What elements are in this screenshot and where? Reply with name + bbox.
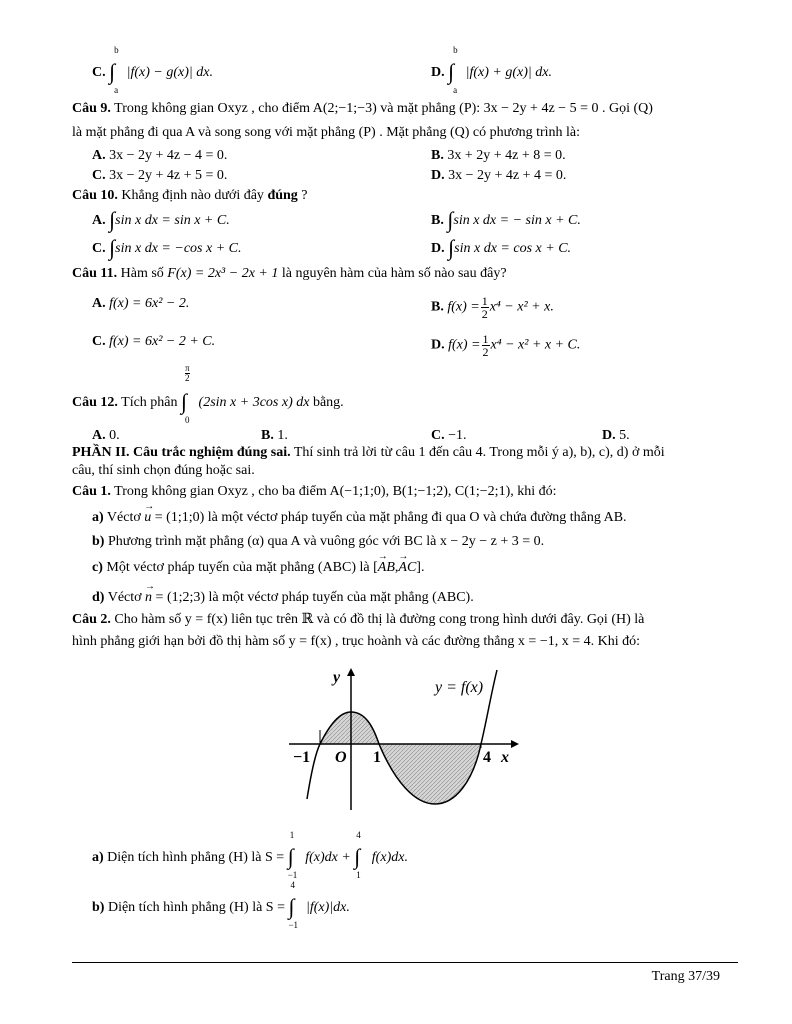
q10-option-d: D. ∫sin x dx = cos x + C. xyxy=(431,235,572,260)
question-label: Câu 12. xyxy=(72,395,118,410)
integral-sign: ∫ 4 −1 xyxy=(288,880,299,930)
option-text: 3x − 2y + 4z − 4 = 0. xyxy=(109,148,228,163)
question-text: là nguyên hàm của hàm số nào sau đây? xyxy=(281,266,507,281)
q11-option-b: B. f(x) = $\frac{1}{2}$ x⁴ − x² + x. xyxy=(431,294,554,321)
option-text: |f(x) − g(x)| dx. xyxy=(126,65,213,80)
p2q2-item-a xyxy=(92,830,408,880)
integral-sign: ∫ xyxy=(447,207,454,232)
vector-symbol: → AC xyxy=(398,559,416,577)
option-text: x⁴ − x² + x + C. xyxy=(490,337,581,353)
q11-option-c: C. f(x) = 6x² − 2 + C. xyxy=(92,334,216,349)
q9-option-d: D. 3x − 2y + 4z + 4 = 0. xyxy=(431,168,567,183)
tick-label-4: 4 xyxy=(483,749,491,766)
p2q1-item-d xyxy=(92,589,474,607)
x-axis-label: x xyxy=(501,749,509,766)
item-text: , xyxy=(394,560,399,575)
option-text: 1. xyxy=(277,428,288,443)
option-text: 3x − 2y + 4z + 4 = 0. xyxy=(448,168,567,183)
integral-upper: b xyxy=(453,45,458,55)
q12-option-a: A. 0. xyxy=(92,428,120,443)
integral-sign: ∫ xyxy=(109,207,116,232)
vector-symbol: → u xyxy=(144,509,151,527)
question-text: Cho hàm số y = f(x) liên tục trên ℝ và có đồ thị là đường cong trong hình dưới đây. Gọi (H) là xyxy=(114,612,645,627)
item-text: Véctơ xyxy=(107,590,142,605)
fraction-numerator: 1 xyxy=(481,294,488,308)
integral-sign: ∫ b a xyxy=(109,45,119,95)
item-label: d) xyxy=(92,590,105,605)
part2-header xyxy=(72,444,665,462)
integral-lower: −1 xyxy=(288,920,299,930)
question-label: Câu 10. xyxy=(72,188,118,203)
option-text: sin x dx = − sin x + C. xyxy=(453,213,581,228)
footer-rule xyxy=(72,962,738,963)
p2q2-text-line1 xyxy=(72,611,644,629)
integral-lower: 0 xyxy=(185,415,190,425)
q10-option-a: A. ∫sin x dx = sin x + C. xyxy=(92,207,230,232)
q11-text xyxy=(72,265,507,283)
q11-option-d: D. f(x) = $\frac{1}{2}$ x⁴ − x² + x + C. xyxy=(431,332,581,359)
question-label: Câu 9. xyxy=(72,101,111,116)
question-emphasis: đúng xyxy=(267,188,298,203)
integral-lower: a xyxy=(114,85,119,95)
option-text: f(x) = 6x² − 2 + C. xyxy=(109,334,216,349)
integral-sign: ∫ 1 −1 xyxy=(287,830,298,880)
q11-option-a: A. f(x) = 6x² − 2. xyxy=(92,296,190,311)
q10-option-c: C. ∫sin x dx = −cos x + C. xyxy=(92,235,242,260)
fraction-denominator: 2 xyxy=(481,307,488,321)
integral-sign: ∫ xyxy=(109,235,116,260)
question-text: Trong không gian Oxyz , cho điểm A(2;−1;−3) và mặt phẳng (P): 3x − 2y + 4z − 5 = 0 . Gọi (Q) xyxy=(114,101,653,116)
fraction-numerator: 1 xyxy=(482,332,489,346)
integral-sign: ∫ xyxy=(448,235,455,260)
integral-upper: 4 xyxy=(356,830,361,840)
integral-upper xyxy=(185,364,190,383)
question-text: Hàm số xyxy=(120,266,164,281)
integral-upper: 4 xyxy=(290,880,295,890)
option-label: C. xyxy=(92,65,106,80)
option-text: f(x) = 6x² − 2. xyxy=(109,296,190,311)
item-text: = (1;1;0) là một véctơ pháp tuyến của mặt phẳng đi qua O và chứa đường thẳng AB. xyxy=(154,510,627,525)
item-text: Phương trình mặt phẳng (α) qua A và vuông góc với BC là x − 2y − z + 3 = 0. xyxy=(107,534,545,549)
question-text: Tích phân xyxy=(121,395,178,410)
integral-upper: b xyxy=(114,45,119,55)
q9-option-b: B. 3x + 2y + 4z + 8 = 0. xyxy=(431,148,566,163)
item-label: b) xyxy=(92,534,105,549)
q9-text-line1 xyxy=(72,100,653,118)
question-text: bằng. xyxy=(312,395,344,410)
y-axis-label: y xyxy=(333,669,341,686)
integral-sign: ∫ $\frac{\pi}{2}$ 0 xyxy=(181,363,190,425)
option-text: sin x dx = −cos x + C. xyxy=(115,241,242,256)
q12-option-d: D. 5. xyxy=(602,428,630,443)
question-label: Câu 1. xyxy=(72,484,111,499)
q9-option-a: A. 3x − 2y + 4z − 4 = 0. xyxy=(92,148,228,163)
integral-lower: −1 xyxy=(287,870,298,880)
integral-expression: f(x)dx. xyxy=(371,850,408,865)
fraction-numerator: π xyxy=(185,363,190,373)
q12-option-b: B. 1. xyxy=(261,428,288,443)
tick-label-1: 1 xyxy=(373,749,381,766)
item-label: b) xyxy=(92,900,105,915)
vector-symbol: → AB xyxy=(378,559,395,577)
q10-option-b: B. ∫sin x dx = − sin x + C. xyxy=(431,207,581,232)
integral-expression: f(x)dx + xyxy=(305,850,351,865)
option-text: x⁴ − x² + x. xyxy=(489,299,554,315)
integral-sign: ∫ 4 1 xyxy=(354,830,361,880)
fraction-denominator: 2 xyxy=(482,345,489,359)
item-text: Diện tích hình phẳng (H) là S = xyxy=(107,900,285,915)
curve-label: y = f(x) xyxy=(435,679,484,696)
fraction xyxy=(481,295,489,320)
option-text: 5. xyxy=(619,428,630,443)
q12-option-c: C. −1. xyxy=(431,428,467,443)
integral-expression: (2sin x + 3cos x) dx xyxy=(198,395,310,410)
integral-lower: 1 xyxy=(356,870,361,880)
item-text: Một véctơ pháp tuyến của mặt phẳng (ABC) là [ xyxy=(106,560,378,575)
item-label: a) xyxy=(92,850,104,865)
fraction-denominator: 2 xyxy=(185,373,190,383)
option-text: f(x) = xyxy=(448,337,481,353)
item-text: ]. xyxy=(416,560,425,575)
page-number: Trang 37/39 xyxy=(651,969,720,984)
item-text: = (1;2;3) là một véctơ pháp tuyến của mặt phẳng (ABC). xyxy=(155,590,474,605)
integral-expression: |f(x)|dx. xyxy=(305,900,350,915)
item-label: c) xyxy=(92,560,103,575)
question-text: Khẳng định nào dưới đây xyxy=(121,188,264,203)
option-text: 3x − 2y + 4z + 5 = 0. xyxy=(109,168,228,183)
x-axis-arrow xyxy=(511,740,519,748)
item-label: a) xyxy=(92,510,104,525)
option-text: 3x + 2y + 4z + 8 = 0. xyxy=(447,148,566,163)
option-label: D. xyxy=(431,65,445,80)
q8-option-d xyxy=(431,45,552,95)
option-text: |f(x) + g(x)| dx. xyxy=(465,65,552,80)
part2-description-line2: câu, thí sinh chọn đúng hoặc sai. xyxy=(72,463,255,478)
q8-option-c xyxy=(92,45,213,95)
integral-upper: 1 xyxy=(289,830,295,840)
q12-text xyxy=(72,363,344,425)
vector-symbol: → n xyxy=(145,589,152,607)
fraction xyxy=(482,333,490,358)
integral-lower: a xyxy=(453,85,458,95)
p2q1-item-c xyxy=(92,559,424,577)
p2q2-text-line2: hình phẳng giới hạn bởi đồ thị hàm số y = f(x) , trục hoành và các đường thẳng x = −1, x = 4. Khi đó: xyxy=(72,634,641,649)
section-description: Thí sinh trả lời từ câu 1 đến câu 4. Trong mỗi ý a), b), c), d) ở mỗi xyxy=(293,445,665,460)
option-text: f(x) = xyxy=(447,299,480,315)
tick-label-minus-1: −1 xyxy=(293,749,311,766)
item-text: Diện tích hình phẳng (H) là S = xyxy=(107,850,285,865)
q9-option-c: C. 3x − 2y + 4z + 5 = 0. xyxy=(92,168,228,183)
integral-sign: ∫ b a xyxy=(448,45,458,95)
function-graph xyxy=(285,664,525,814)
option-text: 0. xyxy=(109,428,120,443)
question-label: Câu 2. xyxy=(72,612,111,627)
p2q1-item-a xyxy=(92,509,627,527)
question-function: F(x) = 2x³ − 2x + 1 xyxy=(167,266,279,281)
y-axis-arrow xyxy=(347,668,355,676)
p2q2-item-b xyxy=(92,880,350,930)
item-text: Véctơ xyxy=(106,510,141,525)
option-text: sin x dx = cos x + C. xyxy=(454,241,572,256)
p2q1-item-b xyxy=(92,533,544,551)
section-title: PHẦN II. Câu trắc nghiệm đúng sai. xyxy=(72,445,291,460)
question-label: Câu 11. xyxy=(72,266,118,281)
option-text: sin x dx = sin x + C. xyxy=(115,213,230,228)
q10-text xyxy=(72,187,308,205)
question-tail: ? xyxy=(297,188,308,203)
q9-text-line2: là mặt phẳng đi qua A và song song với mặt phẳng (P) . Mặt phẳng (Q) có phương trình là: xyxy=(72,125,581,140)
question-text: Trong không gian Oxyz , cho ba điểm A(−1;1;0), B(1;−1;2), C(1;−2;1), khi đó: xyxy=(114,484,557,499)
option-text: −1. xyxy=(448,428,467,443)
origin-label: O xyxy=(335,749,347,766)
